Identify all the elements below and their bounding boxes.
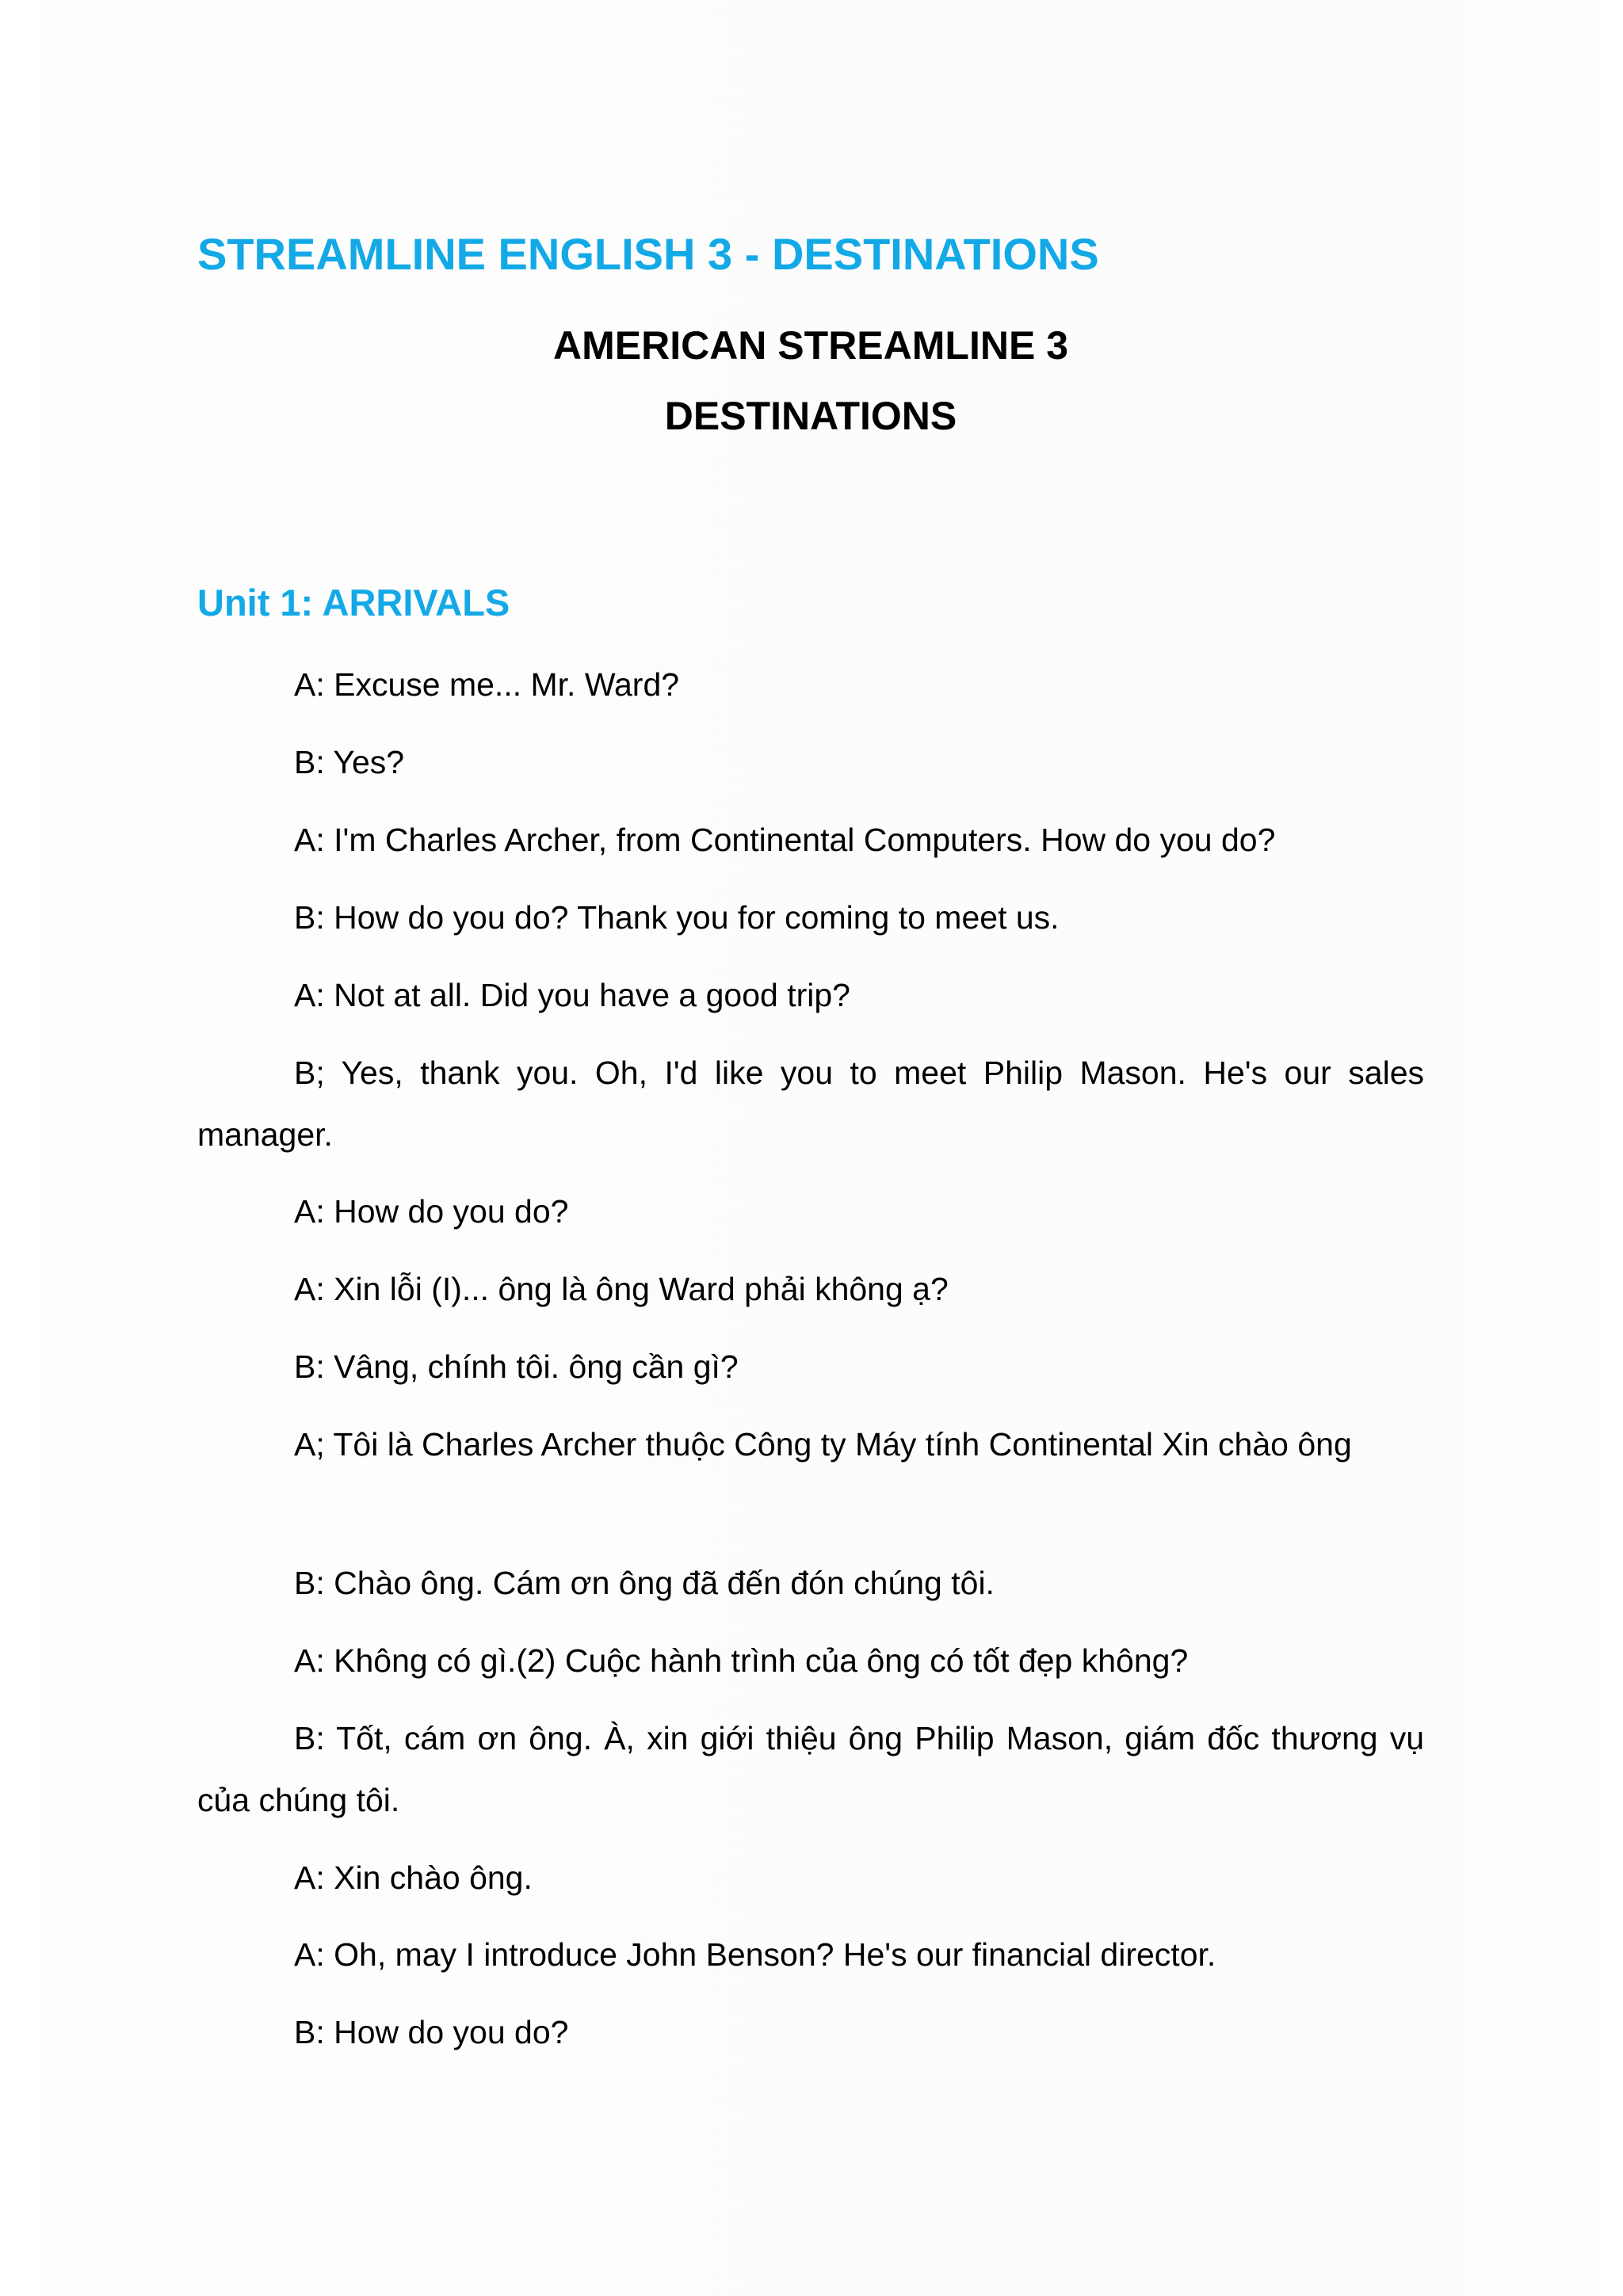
subtitle-line-2: DESTINATIONS [664,394,957,438]
dialogue-line-translation: B: Chào ông. Cám ơn ông đã đến đón chúng tôi. [294,1565,995,1601]
dialogue-line-translation: A: Xin lỗi (I)... ông là ông Ward phải không ạ? [294,1271,949,1307]
subtitle-line-1: AMERICAN STREAMLINE 3 [552,323,1069,368]
dialogue-line-translation: B: Tốt, cám ơn ông. À, xin giới thiệu ông Philip Mason, giám đốc thương vụ của chúng tôi. [197,1720,1424,1818]
dialogue-line: B: How do you do? Thank you for coming to meet us. [294,899,1060,936]
dialogue-line: A: How do you do? [294,1193,569,1230]
dialogue-line-translation: A: Không có gì.(2) Cuộc hành trình của ông có tốt đẹp không? [294,1642,1189,1679]
dialogue-line: A: Not at all. Did you have a good trip? [294,977,850,1013]
dialogue-line: A: Oh, may I introduce John Benson? He's our financial director. [294,1936,1216,1973]
dialogue-line: B; Yes, thank you. Oh, I'd like you to meet Philip Mason. He's our sales manager. [197,1055,1424,1153]
dialogue-line: A: Excuse me... Mr. Ward? [294,666,680,703]
dialogue-line-translation: A: Xin chào ông. [294,1859,533,1896]
dialogue-line-translation: A; Tôi là Charles Archer thuộc Công ty Máy tính Continental Xin chào ông [294,1426,1352,1463]
unit-heading: Unit 1: ARRIVALS [197,582,510,624]
dialogue-line-translation: B: Vâng, chính tôi. ông cần gì? [294,1348,739,1385]
dialogue-line: B: How do you do? [294,2014,569,2050]
document-title: STREAMLINE ENGLISH 3 - DESTINATIONS [197,229,1099,279]
dialogue-line: A: I'm Charles Archer, from Continental Computers. How do you do? [294,822,1276,858]
dialogue-line: B: Yes? [294,744,405,780]
